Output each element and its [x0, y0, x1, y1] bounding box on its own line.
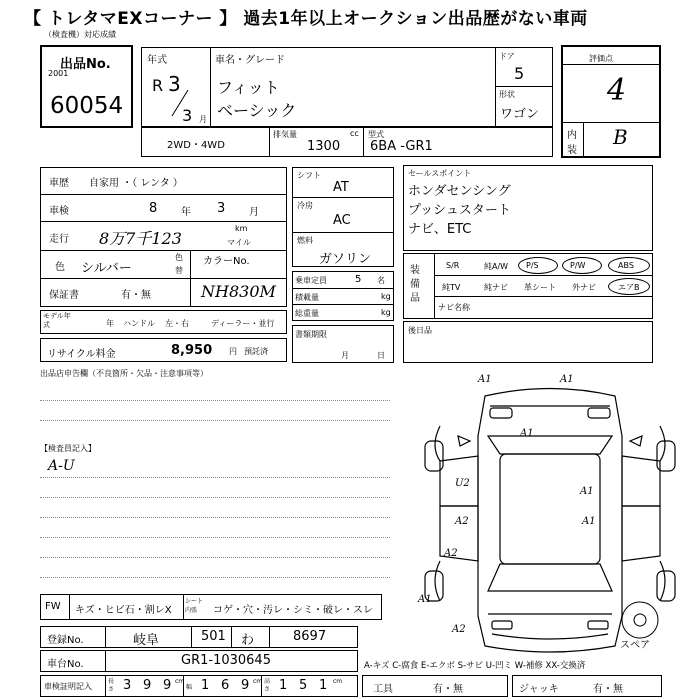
cert-height-2: 5 [299, 678, 308, 693]
damage-mark: U2 [455, 478, 470, 489]
warranty-label: 保証書 [49, 290, 79, 301]
cert-unit-1: cm [175, 678, 185, 685]
damage-mark: A2 [444, 548, 458, 559]
color-no-label: カラーNo. [203, 256, 250, 267]
recycle-note: 預託済 [244, 347, 268, 356]
doc-period-month: 月 [341, 351, 349, 360]
damage-mark: A2 [455, 516, 469, 527]
name-label: 車名・グレード [215, 55, 285, 66]
cert-length-label: 長さ [108, 678, 115, 693]
tools-box [362, 675, 508, 697]
equipment-box [403, 253, 653, 319]
score-box [561, 45, 661, 158]
model-year-dealer: ディーラー・並行 [211, 319, 275, 328]
recycle-row [40, 338, 287, 362]
jack-label: ジャッキ [519, 684, 559, 695]
equip-leather: 革シート [524, 283, 556, 292]
color-no-value: NH830M [201, 282, 276, 301]
inspection-year-unit: 年 [181, 207, 191, 218]
cert-length-3: 9 [163, 678, 172, 693]
post-delivery-label: 後日品 [408, 326, 432, 335]
equip-sr: S/R [446, 261, 460, 270]
load-label: 積載量 [295, 293, 319, 302]
inspector-label: 【検査員記入】 [40, 444, 96, 453]
mid-spec-box [292, 167, 394, 267]
gross-label: 総重量 [295, 309, 319, 318]
header-note: （検査機）対応成績 [44, 30, 116, 39]
mileage-value: 8万7千123 [99, 229, 182, 248]
cert-width-2: 6 [221, 678, 230, 693]
aircon-value: AC [333, 213, 351, 228]
score-value: 4 [607, 73, 627, 108]
damage-mark: A1 [418, 594, 432, 605]
left-info-box [40, 167, 287, 307]
sales-points-box [403, 165, 653, 251]
inspection-month: 3 [217, 201, 226, 216]
tools-label: 工具 [373, 684, 393, 695]
spare-label: スペア [620, 640, 650, 651]
year-month-unit: 月 [199, 115, 207, 124]
cert-width-3: 9 [241, 678, 250, 693]
car-damage-diagram [400, 366, 690, 666]
capacity-value: 5 [355, 274, 362, 285]
damage-mark: A1 [478, 374, 492, 385]
fw-seat-label: シート 内張 [185, 598, 204, 614]
doors-value: 5 [514, 64, 525, 83]
mileage-unit-km: km [235, 224, 248, 233]
displacement-value: 1300 [307, 139, 341, 154]
doors-label: ドア [499, 52, 515, 61]
equip-pw: P/W [570, 261, 586, 270]
fw-seat-text: コゲ・穴・汚レ・シミ・破レ・スレ [213, 605, 373, 616]
history-label: 車歴 [49, 178, 69, 189]
cert-length-2: 9 [143, 678, 152, 693]
model-year-row [40, 310, 287, 334]
damage-mark: A1 [582, 516, 596, 527]
interior-label-1: 内 [567, 130, 577, 141]
mileage-label: 走行 [49, 234, 69, 245]
model-year-label: モデル年式 [43, 312, 71, 329]
equip-airbag: エアB [618, 283, 640, 292]
cert-height-label: 高さ [264, 678, 271, 693]
gross-unit: kg [381, 308, 391, 317]
registration-number: 8697 [293, 629, 327, 644]
inspection-month-unit: 月 [249, 207, 259, 218]
doc-period-day: 日 [377, 351, 385, 360]
fuel-label: 燃料 [297, 236, 313, 245]
year-era: R [152, 76, 164, 95]
damage-mark: A2 [452, 624, 466, 635]
color-change-2: 替 [175, 266, 183, 275]
equip-aw: 純A/W [484, 262, 509, 271]
lot-sub: 2001 [48, 69, 69, 78]
displacement-label: 排気量 [273, 130, 297, 139]
cert-height-3: 1 [319, 678, 328, 693]
cert-unit-2: cm [253, 678, 263, 685]
doc-period-label: 書類期限 [295, 330, 327, 339]
cert-unit-3: cm [333, 678, 343, 685]
damage-mark: A1 [560, 374, 574, 385]
equip-ext-navi: 外ナビ [572, 283, 596, 292]
fw-label: FW [45, 601, 61, 612]
equip-navi-name: ナビ名称 [438, 303, 470, 312]
shape-value: ワゴン [500, 107, 540, 122]
fw-text: キズ・ヒビ石・割レX [75, 605, 172, 616]
model-year-year: 年 [106, 319, 114, 328]
model-code-value: 6BA -GR1 [370, 139, 433, 154]
shape-label: 形状 [499, 90, 515, 99]
registration-kana: わ [241, 633, 255, 648]
aircon-label: 冷房 [297, 201, 313, 210]
model-year-handle: ハンドル [123, 319, 155, 328]
sales-points-label: セールスポイント [408, 169, 472, 178]
warranty-value: 有・無 [121, 290, 151, 301]
spec-row [141, 127, 553, 157]
jack-value: 有・無 [593, 684, 623, 695]
inspection-year: 8 [149, 201, 158, 216]
cert-width-label: 幅 [186, 684, 193, 691]
lot-number: 60054 [50, 93, 124, 119]
displacement-unit: cc [350, 129, 359, 138]
fw-row [40, 594, 382, 620]
chassis-value: GR1-1030645 [181, 653, 271, 668]
equip-tv: 純TV [442, 283, 461, 292]
year-month: 3 [182, 106, 193, 125]
registration-pref: 岐阜 [133, 633, 160, 648]
shift-value: AT [333, 180, 349, 195]
inspector-note: A-U [48, 458, 75, 474]
year-name-box [141, 47, 553, 127]
mileage-unit-mile: マイル [227, 238, 251, 247]
damage-legend: A-キズ C-腐食 E-エクボ S-サビ U-凹ミ W-補修 XX-交換済 [364, 661, 586, 671]
sales-point-1: ホンダセンシング [408, 184, 511, 199]
drive: 2WD・4WD [167, 140, 225, 151]
year-label: 年式 [147, 55, 167, 66]
doc-period-box [292, 325, 394, 363]
cert-label: 車検証明記入 [44, 682, 92, 691]
lot-box [40, 45, 133, 128]
model-year-handle-opt: 左・右 [165, 319, 189, 328]
cert-width-1: 1 [201, 678, 210, 693]
history-options: 自家用 ・（ レンタ ） [89, 178, 183, 189]
damage-mark: A1 [520, 428, 534, 439]
recycle-value: 8,950 [171, 343, 213, 358]
equip-navi: 純ナビ [484, 283, 508, 292]
cert-length-1: 3 [123, 678, 132, 693]
year-num: 3 [168, 72, 181, 96]
model-code-label: 型式 [368, 130, 384, 139]
post-delivery-box [403, 321, 653, 363]
color-change-1: 色 [175, 253, 183, 262]
interior-label-2: 装 [567, 145, 577, 156]
capacity-box [292, 271, 394, 321]
recycle-unit: 円 [229, 347, 237, 356]
banner: 【 トレタマEXコーナー 】 過去1年以上オークション出品歴がない車両 [24, 9, 588, 29]
tools-value: 有・無 [433, 684, 463, 695]
sales-point-3: ナビ、ETC [408, 222, 472, 237]
color-value: シルバー [81, 261, 132, 276]
lot-label: 出品No. [60, 57, 111, 72]
registration-row [40, 626, 358, 648]
car-model: フィット [217, 78, 280, 97]
registration-class: 501 [201, 629, 226, 644]
equip-ps: P/S [526, 261, 539, 270]
damage-mark: A1 [580, 486, 594, 497]
color-label: 色 [55, 262, 65, 273]
car-grade: ベーシック [217, 101, 297, 120]
equip-abs: ABS [618, 261, 634, 270]
registration-label: 登録No. [47, 635, 84, 646]
chassis-row [40, 650, 358, 672]
load-unit: kg [381, 292, 391, 301]
recycle-label: リサイクル料金 [47, 349, 116, 360]
cert-height-1: 1 [279, 678, 288, 693]
seller-notes-label: 出品店申告欄（不良箇所・欠品・注意事項等） [40, 369, 208, 378]
inspection-label: 車検 [49, 206, 69, 217]
capacity-unit: 名 [377, 276, 385, 285]
equipment-label: 装備品 [410, 265, 420, 304]
fuel-value: ガソリン [319, 252, 372, 267]
score-label: 評価点 [589, 54, 613, 63]
shift-label: シフト [297, 171, 321, 180]
sales-point-2: プッシュスタート [408, 203, 511, 218]
cert-row [40, 675, 358, 697]
capacity-label: 乗車定員 [295, 276, 327, 285]
interior-value: B [613, 125, 628, 149]
chassis-label: 車台No. [47, 659, 84, 670]
jack-box [512, 675, 662, 697]
